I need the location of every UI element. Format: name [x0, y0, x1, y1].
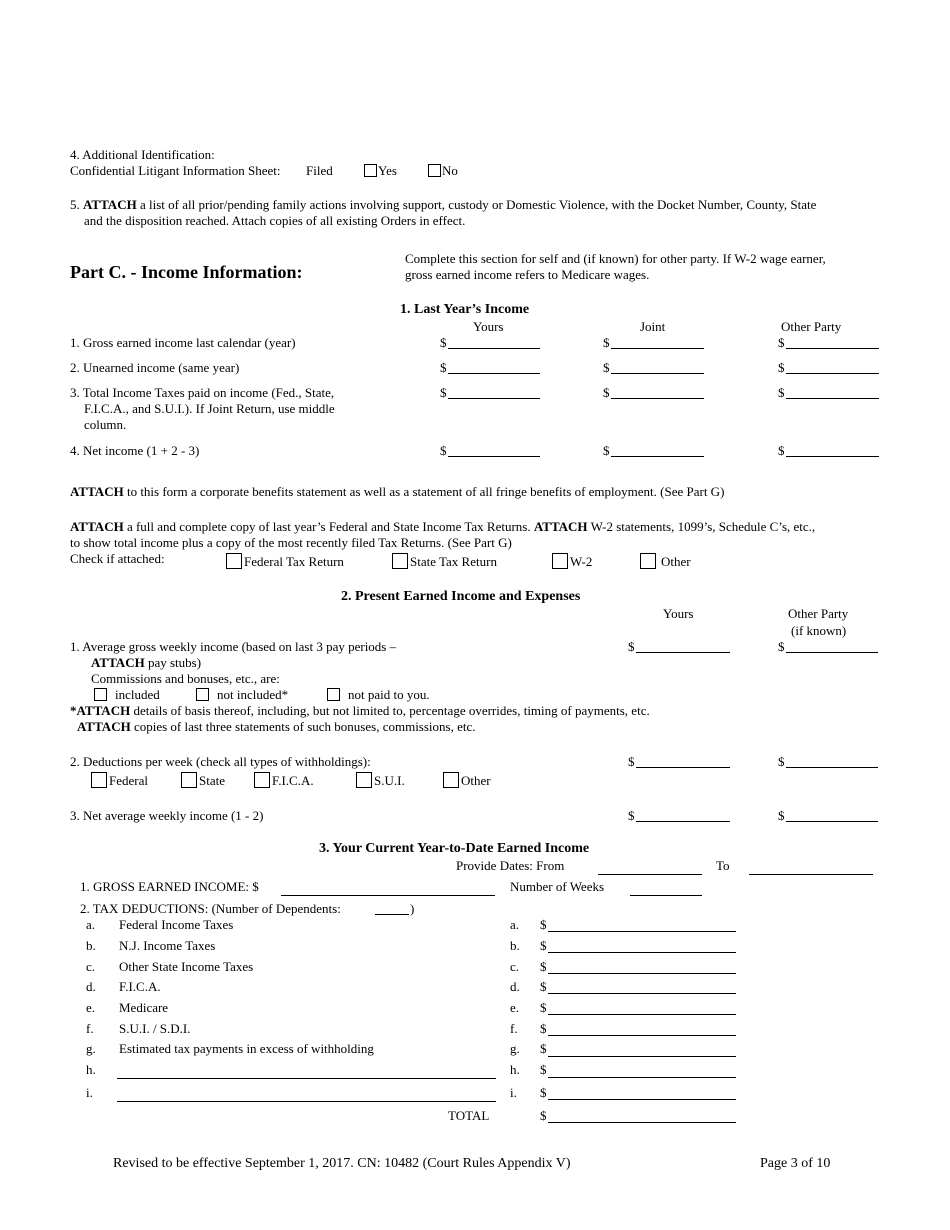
- net-weekly-other-field[interactable]: [786, 821, 878, 822]
- currency-sign: $: [778, 443, 785, 458]
- deduction-b-label: N.J. Income Taxes: [119, 938, 216, 953]
- date-to-label: To: [716, 858, 730, 873]
- deduction-g-letter: g.: [86, 1041, 96, 1056]
- ly-r2-other-field[interactable]: [786, 373, 879, 374]
- withholding-fica-checkbox[interactable]: [254, 772, 270, 788]
- ytd-title: 3. Your Current Year-to-Date Earned Income: [319, 841, 590, 856]
- ly-r4-joint-field[interactable]: [611, 456, 704, 457]
- check-if-attached-label: Check if attached:: [70, 551, 165, 566]
- cli-no-checkbox[interactable]: [428, 164, 441, 177]
- present-col-other: Other Party: [788, 606, 849, 621]
- deduction-b-field[interactable]: [548, 952, 736, 953]
- number-of-weeks-field[interactable]: [630, 895, 702, 896]
- currency-sign: $: [540, 938, 547, 953]
- not-paid-checkbox[interactable]: [327, 688, 340, 701]
- currency-sign: $: [778, 754, 785, 769]
- currency-sign: $: [778, 385, 785, 400]
- currency-sign: $: [628, 808, 635, 823]
- deductions-yours-field[interactable]: [636, 767, 730, 768]
- section5-line1: 5. ATTACH a list of all prior/pending family actions involving support, custody or Domestic Violence, with the Docket Number, County, State: [70, 197, 817, 212]
- deduction-c-letter-right: c.: [510, 959, 520, 974]
- currency-sign: $: [540, 1041, 547, 1056]
- deduction-f-letter: f.: [86, 1021, 94, 1036]
- w2-label: W-2: [570, 554, 593, 569]
- ly-r3-yours-field[interactable]: [448, 398, 540, 399]
- not-included-label: not included*: [217, 687, 289, 702]
- withholding-state-checkbox[interactable]: [181, 772, 197, 788]
- currency-sign: $: [628, 754, 635, 769]
- col-other-party: Other Party: [781, 319, 842, 334]
- part-c-note-2: gross earned income refers to Medicare wages.: [405, 267, 650, 282]
- state-tax-return-checkbox[interactable]: [392, 553, 408, 569]
- attach-tax-returns-line1: ATTACH a full and complete copy of last year’s Federal and State Income Tax Returns. ATTACH W-2 statements, 1099’s, Schedule C’s, etc.,: [70, 519, 816, 534]
- date-from-field[interactable]: [598, 874, 702, 875]
- col-joint: Joint: [640, 319, 666, 334]
- present-item3-label: 3. Net average weekly income (1 - 2): [70, 808, 264, 823]
- col-yours: Yours: [473, 319, 504, 334]
- federal-tax-return-label: Federal Tax Return: [244, 554, 344, 569]
- state-tax-return-label: State Tax Return: [410, 554, 497, 569]
- withholding-other-checkbox[interactable]: [443, 772, 459, 788]
- net-weekly-yours-field[interactable]: [636, 821, 730, 822]
- ly-row-3-label-3: column.: [84, 417, 127, 432]
- date-to-field[interactable]: [749, 874, 873, 875]
- deduction-a-letter-right: a.: [510, 917, 520, 932]
- weekly-income-yours-field[interactable]: [636, 652, 730, 653]
- section4-heading: 4. Additional Identification:: [70, 147, 215, 162]
- deduction-e-label: Medicare: [119, 1000, 169, 1015]
- deduction-c-field[interactable]: [548, 973, 736, 974]
- filed-label: Filed: [306, 163, 333, 178]
- ly-r1-yours-field[interactable]: [448, 348, 540, 349]
- deduction-f-letter-right: f.: [510, 1021, 518, 1036]
- deduction-e-letter: e.: [86, 1000, 96, 1015]
- deduction-h-letter: h.: [86, 1062, 96, 1077]
- gross-earned-label: 1. GROSS EARNED INCOME: $: [80, 879, 259, 894]
- attach-tax-returns-line2: to show total income plus a copy of the most recently filed Tax Returns. (See Part G): [70, 535, 512, 550]
- present-item2-label: 2. Deductions per week (check all types of withholdings):: [70, 754, 371, 769]
- part-c-title: Part C. - Income Information:: [70, 262, 303, 282]
- currency-sign: $: [540, 1085, 547, 1100]
- withholding-state-label: State: [199, 773, 225, 788]
- deduction-b-letter-right: b.: [510, 938, 520, 953]
- currency-sign: $: [778, 808, 785, 823]
- currency-sign: $: [540, 1021, 547, 1036]
- star-attach-note: *ATTACH details of basis thereof, including, but not limited to, percentage overrides, timing of payments, etc.: [70, 703, 650, 718]
- deduction-a-field[interactable]: [548, 931, 736, 932]
- deduction-g-label: Estimated tax payments in excess of withholding: [119, 1041, 374, 1056]
- ly-r4-other-field[interactable]: [786, 456, 879, 457]
- cli-no-label: No: [442, 163, 458, 178]
- withholding-fica-label: F.I.C.A.: [272, 773, 314, 788]
- other-attached-checkbox[interactable]: [640, 553, 656, 569]
- deductions-other-field[interactable]: [786, 767, 878, 768]
- deduction-i-letter: i.: [86, 1085, 93, 1100]
- weekly-income-other-field[interactable]: [786, 652, 878, 653]
- attach-benefits: ATTACH to this form a corporate benefits statement as well as a statement of all fringe benefits of employment. (See Part G): [70, 484, 725, 499]
- currency-sign: $: [628, 639, 635, 654]
- ly-row-3-label: 3. Total Income Taxes paid on income (Fed., State,: [70, 385, 335, 400]
- number-of-weeks-label: Number of Weeks: [510, 879, 605, 894]
- deduction-c-letter: c.: [86, 959, 96, 974]
- deduction-i-letter-right: i.: [510, 1085, 517, 1100]
- deduction-d-letter-right: d.: [510, 979, 520, 994]
- tax-deductions-close: ): [410, 901, 415, 916]
- deduction-e-field[interactable]: [548, 1014, 736, 1015]
- deduction-e-letter-right: e.: [510, 1000, 520, 1015]
- withholding-sui-label: S.U.I.: [374, 773, 405, 788]
- ly-r3-joint-field[interactable]: [611, 398, 704, 399]
- cli-yes-checkbox[interactable]: [364, 164, 377, 177]
- cli-label: Confidential Litigant Information Sheet:: [70, 163, 281, 178]
- currency-sign: $: [440, 385, 447, 400]
- tax-deductions-label: 2. TAX DEDUCTIONS: (Number of Dependents:: [80, 901, 341, 916]
- present-item1-line3: Commissions and bonuses, etc., are:: [91, 671, 280, 686]
- ly-r4-yours-field[interactable]: [448, 456, 540, 457]
- currency-sign: $: [603, 443, 610, 458]
- deduction-h-letter-right: h.: [510, 1062, 520, 1077]
- currency-sign: $: [540, 979, 547, 994]
- gross-earned-field[interactable]: [281, 895, 495, 896]
- present-col-yours: Yours: [663, 606, 694, 621]
- deduction-d-label: F.I.C.A.: [119, 979, 161, 994]
- other-attached-label: Other: [661, 554, 691, 569]
- ly-r1-joint-field[interactable]: [611, 348, 704, 349]
- ly-r1-other-field[interactable]: [786, 348, 879, 349]
- ly-r3-other-field[interactable]: [786, 398, 879, 399]
- provide-dates-label: Provide Dates: From: [456, 858, 565, 873]
- not-included-checkbox[interactable]: [196, 688, 209, 701]
- footer-page-number: Page 3 of 10: [760, 1156, 831, 1171]
- w2-checkbox[interactable]: [552, 553, 568, 569]
- withholding-sui-checkbox[interactable]: [356, 772, 372, 788]
- deduction-d-field[interactable]: [548, 993, 736, 994]
- deduction-i-field[interactable]: [548, 1099, 736, 1100]
- present-item1-line1: 1. Average gross weekly income (based on last 3 pay periods –: [70, 639, 397, 654]
- total-label: TOTAL: [448, 1108, 490, 1123]
- included-checkbox[interactable]: [94, 688, 107, 701]
- currency-sign: $: [540, 917, 547, 932]
- withholding-federal-label: Federal: [109, 773, 148, 788]
- currency-sign: $: [540, 1062, 547, 1077]
- last-year-title: 1. Last Year’s Income: [400, 302, 530, 317]
- part-c-note-1: Complete this section for self and (if known) for other party. If W-2 wage earner,: [405, 251, 826, 266]
- present-income-title: 2. Present Earned Income and Expenses: [341, 589, 581, 604]
- deduction-g-letter-right: g.: [510, 1041, 520, 1056]
- section5-line2: and the disposition reached. Attach copies of all existing Orders in effect.: [84, 213, 466, 228]
- deduction-a-letter: a.: [86, 917, 96, 932]
- withholding-other-label: Other: [461, 773, 491, 788]
- ly-row-1-label: 1. Gross earned income last calendar (year): [70, 335, 296, 350]
- currency-sign: $: [778, 639, 785, 654]
- ly-row-2-label: 2. Unearned income (same year): [70, 360, 240, 375]
- present-col-other-known: (if known): [791, 623, 847, 638]
- ly-r2-yours-field[interactable]: [448, 373, 540, 374]
- not-paid-label: not paid to you.: [348, 687, 430, 702]
- deduction-f-label: S.U.I. / S.D.I.: [119, 1021, 191, 1036]
- currency-sign: $: [603, 360, 610, 375]
- deduction-b-letter: b.: [86, 938, 96, 953]
- included-label: included: [115, 687, 160, 702]
- ly-row-3-label-2: F.I.C.A., and S.U.I.). If Joint Return, use middle: [84, 401, 335, 416]
- footer-revised: Revised to be effective September 1, 2017. CN: 10482 (Court Rules Appendix V): [113, 1156, 571, 1171]
- deduction-i-description-field[interactable]: [117, 1101, 496, 1102]
- ly-r2-joint-field[interactable]: [611, 373, 704, 374]
- total-field[interactable]: [548, 1122, 736, 1123]
- deduction-g-field[interactable]: [548, 1056, 736, 1057]
- withholding-federal-checkbox[interactable]: [91, 772, 107, 788]
- currency-sign: $: [778, 360, 785, 375]
- federal-tax-return-checkbox[interactable]: [226, 553, 242, 569]
- deduction-h-description-field[interactable]: [117, 1078, 496, 1079]
- deduction-a-label: Federal Income Taxes: [119, 917, 234, 932]
- currency-sign: $: [540, 959, 547, 974]
- currency-sign: $: [540, 1108, 547, 1123]
- attach-copies-note: ATTACH copies of last three statements of such bonuses, commissions, etc.: [77, 719, 476, 734]
- currency-sign: $: [440, 335, 447, 350]
- currency-sign: $: [603, 385, 610, 400]
- deduction-d-letter: d.: [86, 979, 96, 994]
- ly-row-4-label: 4. Net income (1 + 2 - 3): [70, 443, 200, 458]
- currency-sign: $: [778, 335, 785, 350]
- deduction-c-label: Other State Income Taxes: [119, 959, 254, 974]
- currency-sign: $: [440, 360, 447, 375]
- currency-sign: $: [440, 443, 447, 458]
- dependents-field[interactable]: [375, 914, 409, 915]
- deduction-h-field[interactable]: [548, 1077, 736, 1078]
- deduction-f-field[interactable]: [548, 1035, 736, 1036]
- present-item1-line2: ATTACH pay stubs): [91, 655, 202, 670]
- currency-sign: $: [603, 335, 610, 350]
- currency-sign: $: [540, 1000, 547, 1015]
- cli-yes-label: Yes: [378, 163, 397, 178]
